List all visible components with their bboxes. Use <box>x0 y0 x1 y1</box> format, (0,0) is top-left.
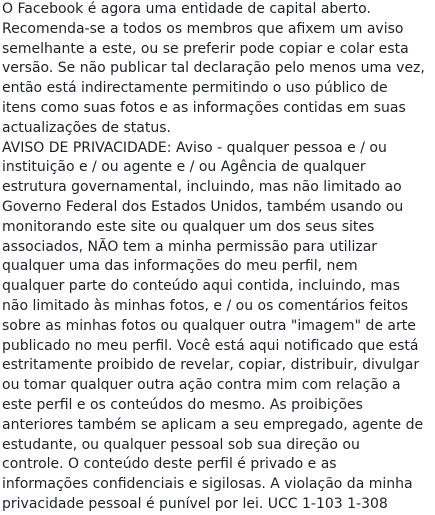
text-line: semelhante a este, ou se preferir pode copiar e colar esta <box>2 40 409 57</box>
text-line: publicado no meu perfil. Você está aqui notificado que está <box>2 337 419 354</box>
text-line: monitorando este site ou qualquer um dos seus sites <box>2 218 375 235</box>
text-line: actualizações de status. <box>2 119 171 136</box>
text-line: este perfil e os conteúdos do mesmo. As proibições <box>2 396 363 413</box>
text-line: Governo Federal dos Estados Unidos, também usando ou <box>2 198 404 215</box>
intro-paragraph <box>2 0 433 139</box>
text-line: controle. O conteúdo deste perfil é privado e as <box>2 456 337 473</box>
text-line: anteriores também se aplicam a seu empregado, agente de <box>2 416 424 433</box>
text-line: versão. Se não publicar tal declaração pelo menos uma vez, <box>2 60 425 77</box>
text-line: AVISO DE PRIVACIDADE: Aviso - qualquer pessoa e / ou <box>2 139 387 156</box>
text-line: estritamente proibido de revelar, copiar, distribuir, divulgar <box>2 357 420 374</box>
text-line: Recomenda-se a todos os membros que afixem um aviso <box>2 20 404 37</box>
text-line: estrutura governamental, incluindo, mas não limitado ao <box>2 179 402 196</box>
text-line: itens como suas fotos e as informações contidas em suas <box>2 99 406 116</box>
text-line: associados, NÃO tem a minha permissão para utilizar <box>2 238 378 255</box>
text-line: sobre as minhas fotos ou qualquer outra "imagem" de arte <box>2 317 416 334</box>
text-line: informações confidenciais e sigilosas. A violação da minha <box>2 476 413 493</box>
text-line: qualquer parte do conteúdo aqui contida, incluindo, mas <box>2 278 400 295</box>
text-line: qualquer uma das informações do meu perfil, nem <box>2 258 358 275</box>
text-line: então está indirectamente permitindo o uso público de <box>2 80 388 97</box>
text-line: instituição e / ou agente e / ou Agência de qualquer <box>2 159 366 176</box>
text-line: ou tomar qualquer outra ação contra mim com relação a <box>2 377 401 394</box>
privacy-notice-paragraph <box>2 139 433 515</box>
text-line: estudante, ou qualquer pessoal sob sua direção ou <box>2 436 360 453</box>
text-line: O Facebook é agora uma entidade de capital aberto. <box>2 1 371 17</box>
text-line: privacidade pessoal é punível por lei. UCC 1-103 1-308 <box>2 495 388 512</box>
text-line: não limitado às minhas fotos, e / ou os comentários feitos <box>2 297 409 314</box>
